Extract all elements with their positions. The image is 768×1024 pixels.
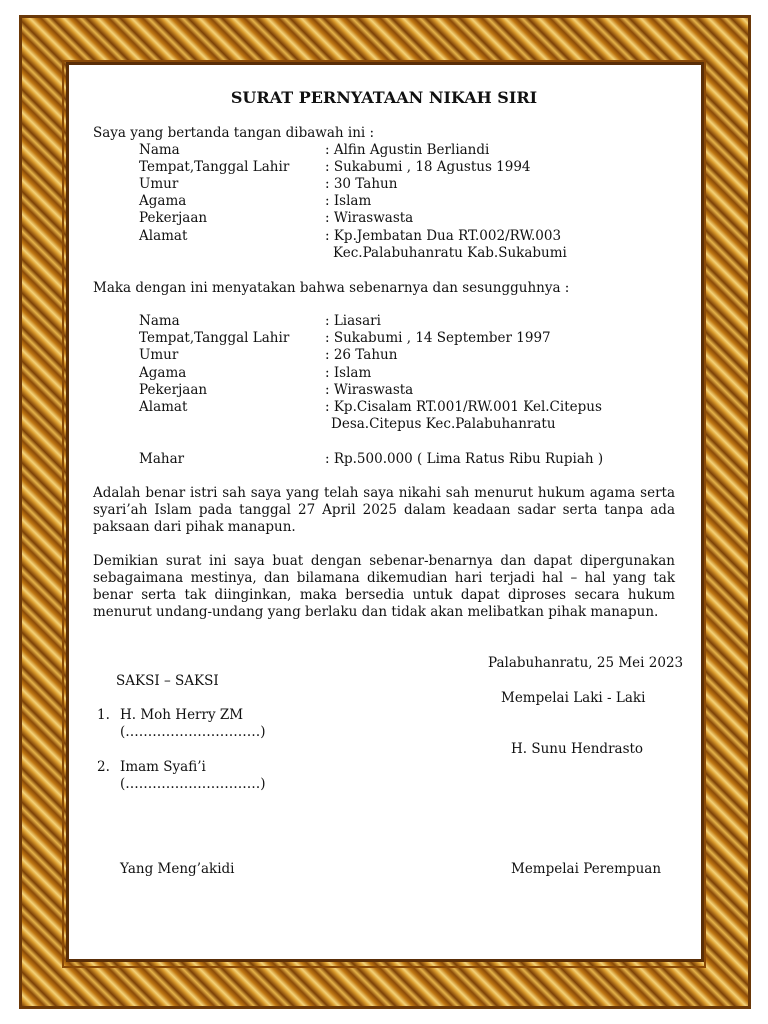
mahar-value: : Rp.500.000 ( Lima Ratus Ribu Rupiah ) — [325, 451, 604, 467]
bride-label-age: Umur — [139, 347, 179, 363]
officiant-heading: Yang Meng’akidi — [120, 861, 235, 877]
mahar-label: Mahar — [139, 451, 185, 467]
witnesses-heading: SAKSI – SAKSI — [116, 673, 219, 689]
bride-value-address: : Kp.Cisalam RT.001/RW.001 Kel.Citepus — [325, 399, 602, 415]
witness-signature-line: (…………………………) — [120, 776, 266, 792]
groom-label-name: Nama — [139, 142, 180, 158]
witness-number: 1. — [97, 707, 110, 723]
groom-label-address: Alamat — [139, 228, 188, 244]
groom-value-name: : Alfin Agustin Berliandi — [325, 142, 490, 158]
statement-paragraph-1: Adalah benar istri sah saya yang telah saya nikahi sah menurut hukum agama serta syari’ah Islam pada tanggal 27 April 2025 dalam keadaan sadar serta tanpa ada paksaan dari pihak manapun. — [93, 485, 675, 535]
bride-value-age: : 26 Tahun — [325, 347, 398, 363]
bride-label-religion: Agama — [139, 365, 187, 381]
statement-paragraph-2: Demikian surat ini saya buat dengan sebenar-benarnya dan dapat dipergunakan sebagaimana mestinya, dan bilamana dikemudian hari terjadi hal – hal yang tak benar serta tak diinginkan, maka bersedia untuk dapat diproses secara hukum menurut undang-undang yang berlaku dan tidak akan melibatkan pihak manapun. — [93, 553, 675, 620]
bride-value-religion: : Islam — [325, 365, 372, 381]
groom-value-age: : 30 Tahun — [325, 176, 398, 192]
groom-label-age: Umur — [139, 176, 179, 192]
groom-label-birth: Tempat,Tanggal Lahir — [139, 159, 290, 175]
document-title: SURAT PERNYATAAN NIKAH SIRI — [230, 88, 538, 107]
bride-label-name: Nama — [139, 313, 180, 329]
bride-label-job: Pekerjaan — [139, 382, 208, 398]
groom-signature-heading: Mempelai Laki - Laki — [501, 690, 646, 706]
intro-text: Saya yang bertanda tangan dibawah ini : — [93, 125, 375, 141]
bride-address-line2: Desa.Citepus Kec.Palabuhanratu — [331, 416, 556, 432]
bride-value-name: : Liasari — [325, 313, 381, 329]
bride-value-job: : Wiraswasta — [325, 382, 414, 398]
bride-label-birth: Tempat,Tanggal Lahir — [139, 330, 290, 346]
groom-signature-name: H. Sunu Hendrasto — [511, 741, 644, 757]
groom-value-address: : Kp.Jembatan Dua RT.002/RW.003 — [325, 228, 562, 244]
bride-value-birth: : Sukabumi , 14 September 1997 — [325, 330, 551, 346]
groom-value-religion: : Islam — [325, 193, 372, 209]
witness-signature-line: (…………………………) — [120, 724, 266, 740]
bride-label-address: Alamat — [139, 399, 188, 415]
groom-label-religion: Agama — [139, 193, 187, 209]
groom-label-job: Pekerjaan — [139, 210, 208, 226]
witness-number: 2. — [97, 759, 110, 775]
place-date: Palabuhanratu, 25 Mei 2023 — [488, 655, 684, 671]
groom-value-job: : Wiraswasta — [325, 210, 414, 226]
bride-signature-heading: Mempelai Perempuan — [511, 861, 662, 877]
witness-name: H. Moh Herry ZM — [120, 707, 244, 723]
witness-name: Imam Syafi’i — [120, 759, 206, 775]
groom-value-birth: : Sukabumi , 18 Agustus 1994 — [325, 159, 531, 175]
groom-address-line2: Kec.Palabuhanratu Kab.Sukabumi — [333, 245, 567, 261]
declaration-text: Maka dengan ini menyatakan bahwa sebenarnya dan sesungguhnya : — [93, 280, 570, 296]
